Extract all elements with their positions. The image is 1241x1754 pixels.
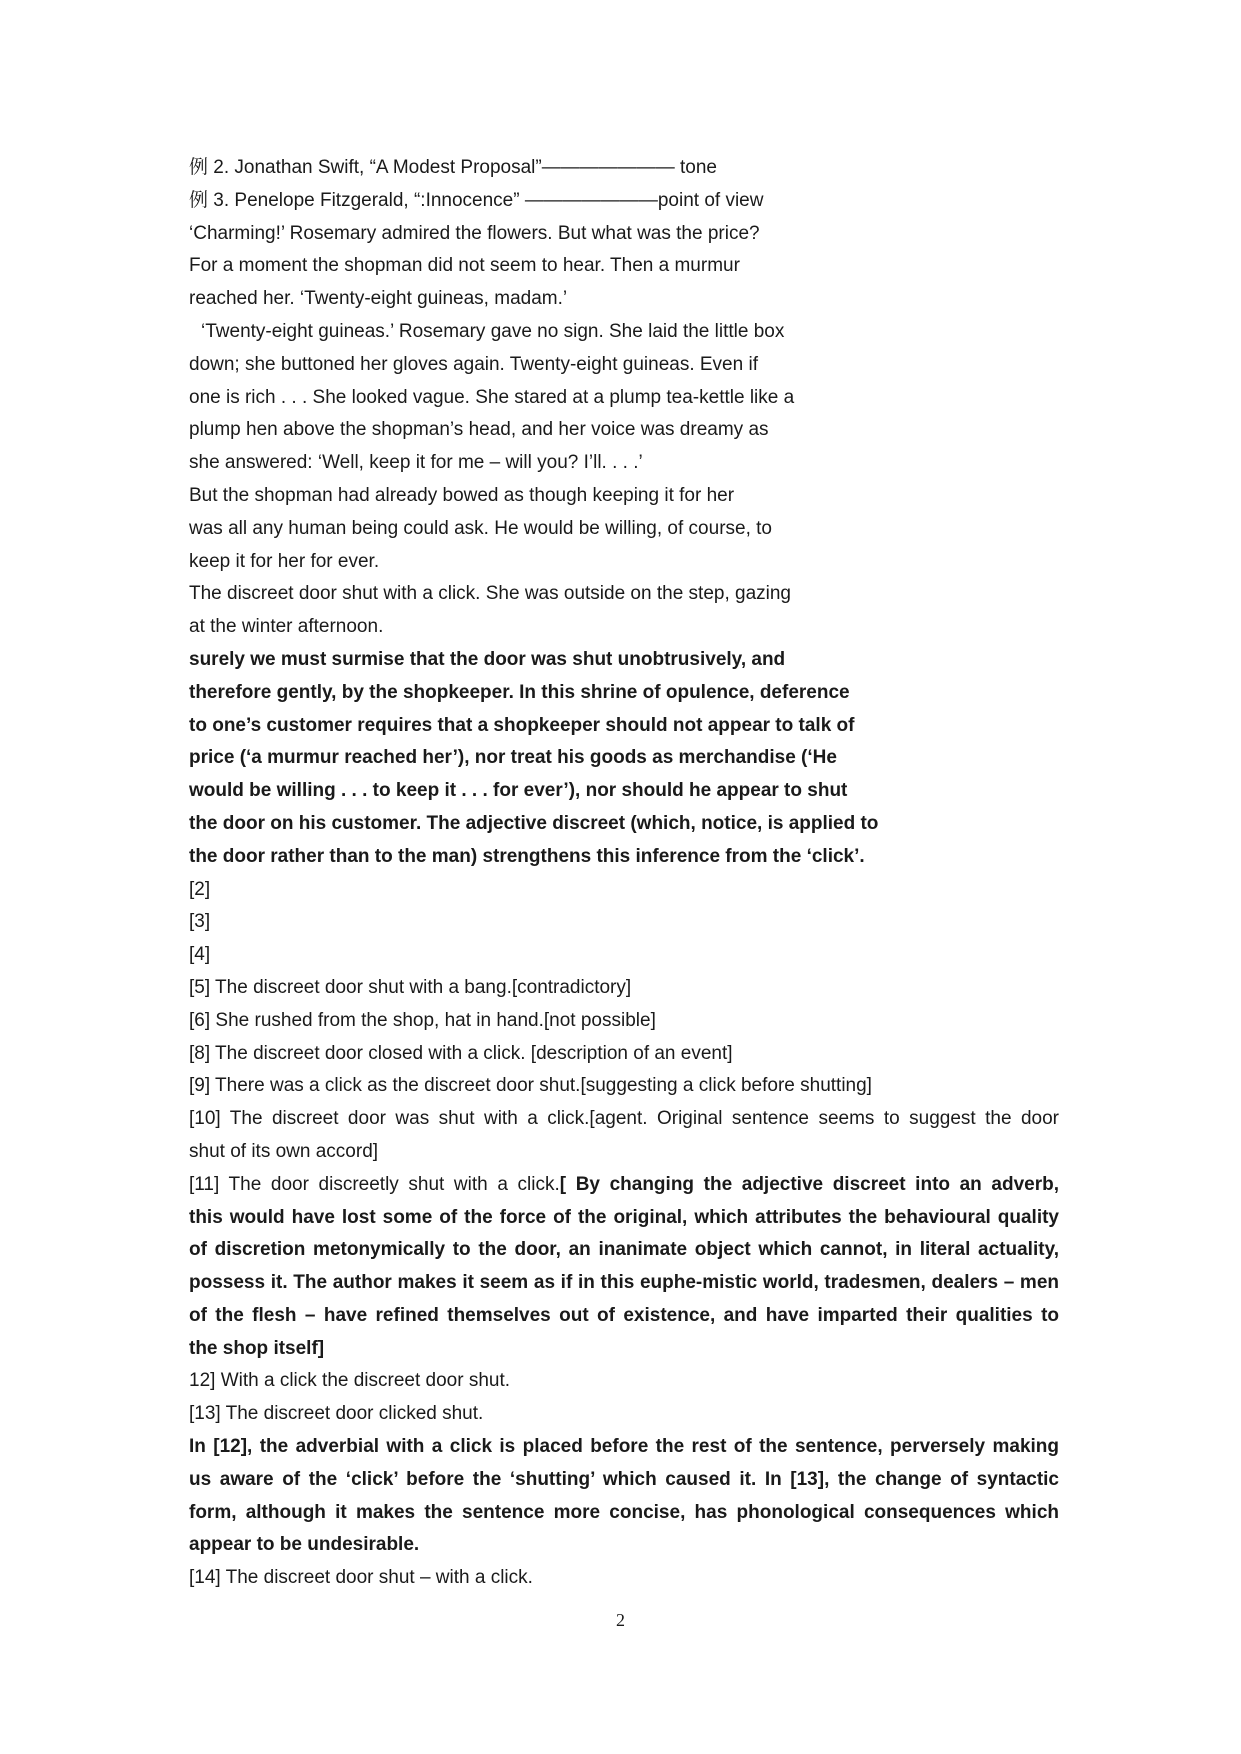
quote-line: plump hen above the shopman’s head, and her voice was dreamy as [189,419,769,441]
variant-line-11 [189,1169,1059,1202]
commentary-line: In [12], the adverbial with a click is placed before the rest of the sentence, perversely making [189,1436,1059,1458]
commentary-line: therefore gently, by the shopkeeper. In this shrine of opulence, deference [189,681,850,703]
commentary-line: surely we must surmise that the door was shut unobtrusively, and [189,648,786,670]
page-body [189,152,1059,1595]
commentary-line: possess it. The author makes it seem as if in this euphe-mistic world, tradesmen, dealers – men [189,1272,1059,1294]
variant-line: [5] The discreet door shut with a bang.[contradictory] [189,976,632,998]
page-number: 2 [616,1610,625,1630]
commentary-line: of discretion metonymically to the door, an inanimate object which cannot, in literal actuality, [189,1239,1059,1261]
variant-11-commentary-start: [ By changing the adjective discreet into an adverb, [559,1173,1059,1195]
commentary-line: price (‘a murmur reached her’), nor treat his goods as merchandise (‘He [189,747,837,769]
commentary-line: appear to be undesirable. [189,1534,420,1556]
quote-line: was all any human being could ask. He would be willing, of course, to [189,517,772,539]
quote-line: at the winter afternoon. [189,616,384,638]
variant-11-sentence: [11] The door discreetly shut with a click. [189,1173,560,1195]
variant-label: [3] [189,911,211,933]
variant-line: [13] The discreet door clicked shut. [189,1403,484,1425]
quote-line: reached her. ‘Twenty-eight guineas, madam.’ [189,288,568,310]
example-line: 例 2. Jonathan Swift, “A Modest Proposal”——————— tone [189,157,717,178]
commentary-line: this would have lost some of the force of the original, which attributes the behavioural quality [189,1206,1059,1228]
commentary-line: us aware of the ‘click’ before the ‘shutting’ which caused it. In [13], the change of syntactic [189,1468,1059,1490]
commentary-line: to one’s customer requires that a shopkeeper should not appear to talk of [189,714,855,736]
commentary-line: form, although it makes the sentence more concise, has phonological consequences which [189,1501,1059,1523]
quote-line: For a moment the shopman did not seem to hear. Then a murmur [189,255,740,277]
variant-line: [14] The discreet door shut – with a click. [189,1567,533,1589]
variant-label: [4] [189,944,211,966]
example-line: 例 3. Penelope Fitzgerald, “:Innocence” ———————point of view [189,189,764,211]
quote-line: But the shopman had already bowed as though keeping it for her [189,484,735,506]
commentary-line: the door on his customer. The adjective discreet (which, notice, is applied to [189,812,879,834]
quote-line: down; she buttoned her gloves again. Twenty-eight guineas. Even if [189,353,758,375]
variant-line: [10] The discreet door was shut with a click.[agent. Original sentence seems to suggest the door [189,1108,1059,1130]
variant-line: [9] There was a click as the discreet door shut.[suggesting a click before shutting] [189,1075,872,1097]
commentary-line: would be willing . . . to keep it . . . for ever’), nor should he appear to shut [189,780,848,802]
quote-line: she answered: ‘Well, keep it for me – will you? I’ll. . . .’ [189,452,643,474]
quote-line: ‘Charming!’ Rosemary admired the flowers. But what was the price? [189,222,760,244]
quote-line: one is rich . . . She looked vague. She stared at a plump tea-kettle like a [189,386,795,408]
variant-line: [6] She rushed from the shop, hat in hand.[not possible] [189,1009,656,1031]
variant-line: 12] With a click the discreet door shut. [189,1370,511,1392]
commentary-line: of the flesh – have refined themselves out of existence, and have imparted their qualities to [189,1304,1059,1326]
variant-label: [2] [189,878,211,900]
commentary-line: the shop itself] [189,1337,325,1359]
quote-line: ‘Twenty-eight guineas.’ Rosemary gave no sign. She laid the little box [201,320,785,342]
variant-line: shut of its own accord] [189,1140,379,1162]
commentary-line: the door rather than to the man) strengthens this inference from the ‘click’. [189,845,865,867]
quote-line: keep it for her for ever. [189,550,380,572]
variant-line: [8] The discreet door closed with a click. [description of an event] [189,1042,733,1064]
quote-line: The discreet door shut with a click. She was outside on the step, gazing [189,583,791,605]
